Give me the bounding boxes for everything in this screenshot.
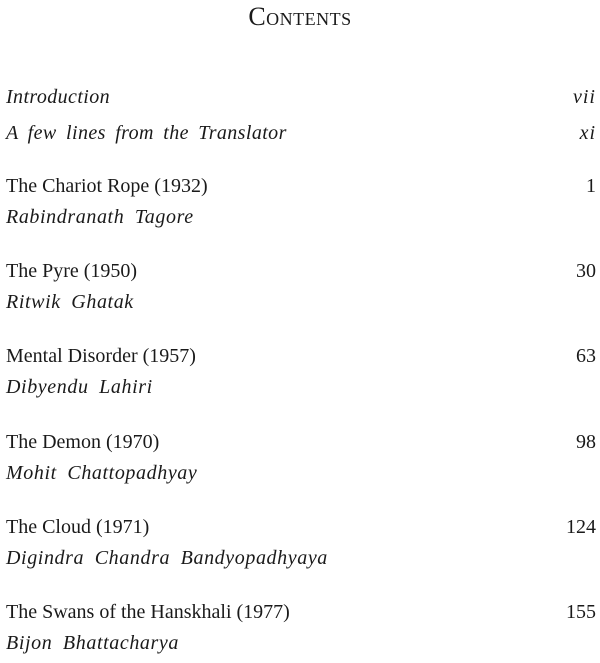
toc-page-number: xi	[579, 122, 596, 144]
toc-entry-cloud[interactable]	[6, 516, 596, 569]
toc-entry-chariot-rope[interactable]	[6, 175, 596, 228]
toc-entry-title: The Pyre (1950)	[6, 260, 138, 282]
toc-entry-translator-note[interactable]	[6, 122, 596, 148]
toc-entry-mental-disorder[interactable]	[6, 345, 596, 398]
toc-entry-title: Introduction	[6, 86, 111, 108]
toc-entry-title: The Chariot Rope (1932)	[6, 175, 208, 197]
toc-entry-swans[interactable]	[6, 601, 596, 654]
toc-entry-author: Bijon Bhattacharya	[6, 632, 179, 654]
toc-page-number: 30	[576, 260, 596, 282]
toc-page-number: 63	[576, 345, 596, 367]
toc-entry-title: Mental Disorder (1957)	[6, 345, 196, 367]
toc-page-number: 124	[566, 516, 596, 538]
toc-page-number: 155	[566, 601, 596, 623]
toc-entry-title: The Demon (1970)	[6, 431, 160, 453]
toc-entry-author: Digindra Chandra Bandyopadhyaya	[6, 547, 328, 569]
toc-entry-pyre[interactable]	[6, 260, 596, 313]
toc-entry-title: The Swans of the Hanskhali (1977)	[6, 601, 290, 623]
toc-page-number: vii	[573, 86, 596, 108]
page-title: Contents	[248, 2, 352, 31]
toc-entry-demon[interactable]	[6, 431, 596, 484]
toc-page-number: 98	[576, 431, 596, 453]
toc-entry-title: The Cloud (1971)	[6, 516, 150, 538]
toc-entry-author: Mohit Chattopadhyay	[6, 462, 198, 484]
toc-entry-author: Dibyendu Lahiri	[6, 376, 153, 398]
toc-entry-author: Ritwik Ghatak	[6, 291, 134, 313]
toc-entry-author: Rabindranath Tagore	[6, 206, 194, 228]
toc-page-number: 1	[586, 175, 596, 197]
toc-entry-title: A few lines from the Translator	[6, 122, 287, 144]
toc-entry-introduction[interactable]	[6, 86, 596, 112]
